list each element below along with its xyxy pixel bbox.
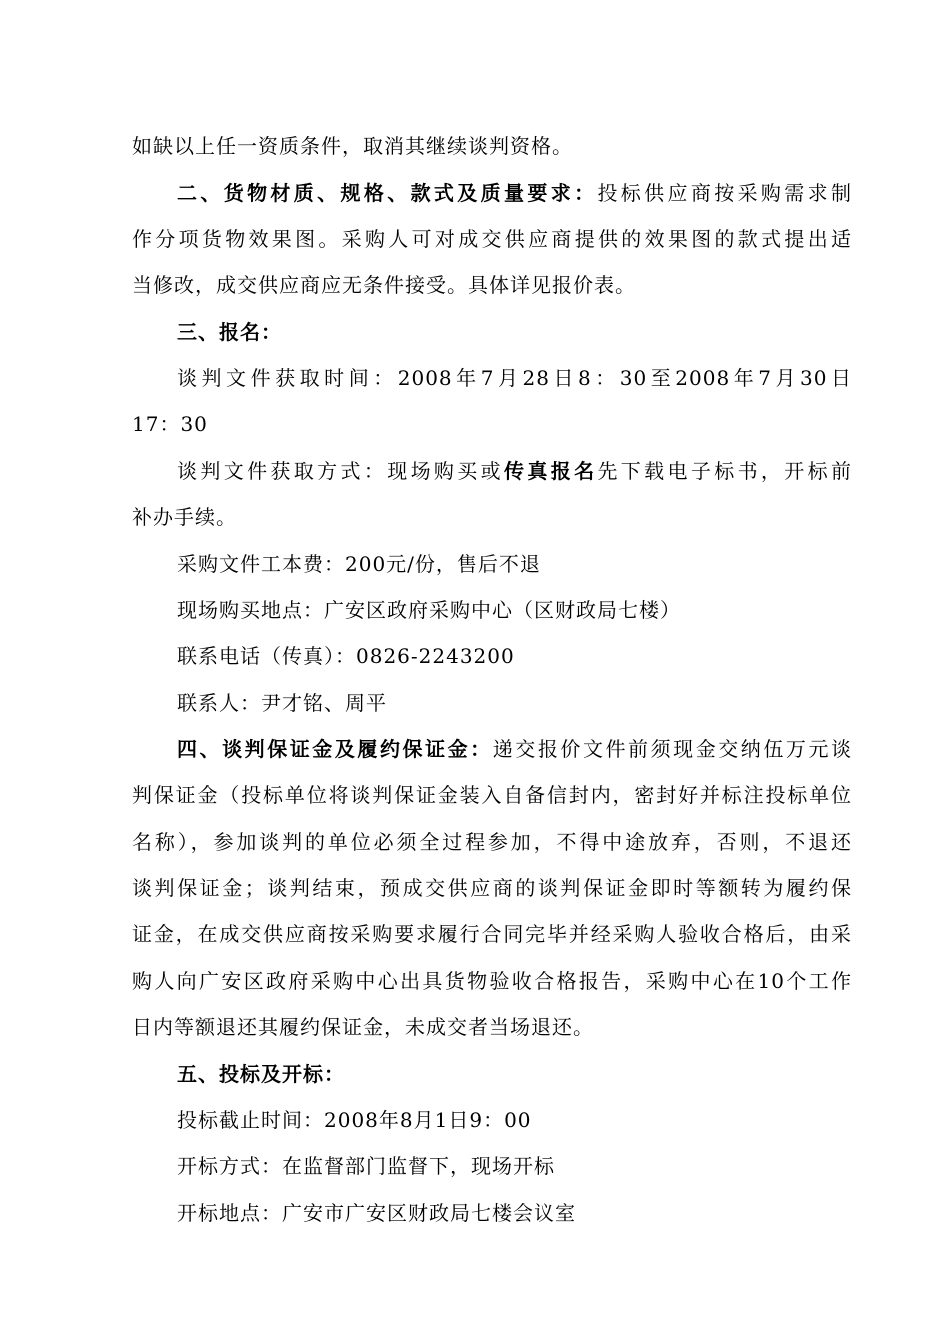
bid-opening-location: 开标地点：广安市广安区财政局七楼会议室: [177, 1201, 576, 1225]
contact-person: 联系人：尹才铭、周平: [177, 691, 387, 715]
document-method-line-1: [177, 456, 852, 486]
section-4-heading: 四、谈判保证金及履约保证金：: [177, 737, 493, 761]
section-3-heading: 三、报名：: [177, 320, 282, 344]
fax-registration-emphasis: 传真报名: [504, 459, 598, 483]
document-method-text-a: 谈判文件获取方式：现场购买或: [177, 459, 504, 483]
paragraph-qualification-end: 如缺以上任一资质条件，取消其继续谈判资格。: [132, 134, 573, 158]
bid-opening-method: 开标方式：在监督部门监督下，现场开标: [177, 1154, 555, 1178]
document-fee: 采购文件工本费：200元/份，售后不退: [177, 552, 541, 576]
section-4-line-6: 购人向广安区政府采购中心出具货物验收合格报告，采购中心在10个工作: [132, 969, 852, 993]
section-4-line-7: 日内等额退还其履约保证金，未成交者当场退还。: [132, 1015, 594, 1039]
document-time-line-2: 17：30: [132, 412, 208, 436]
document-method-text-b: 先下载电子标书，开标前: [597, 459, 853, 483]
section-2-line-1: [177, 178, 852, 208]
bid-deadline: 投标截止时间：2008年8月1日9：00: [177, 1108, 532, 1132]
section-4-line-2: 判保证金（投标单位将谈判保证金装入自备信封内，密封好并标注投标单位: [132, 783, 852, 807]
section-5-heading: 五、投标及开标：: [177, 1062, 345, 1086]
contact-phone: 联系电话（传真）：0826-2243200: [177, 644, 515, 668]
section-2-text: 投标供应商按采购需求制: [597, 181, 853, 205]
section-2-line-2: 作分项货物效果图。采购人可对成交供应商提供的效果图的款式提出适: [132, 227, 852, 251]
section-4-line-3: 名称），参加谈判的单位必须全过程参加，不得中途放弃，否则，不退还: [132, 830, 852, 854]
section-4-line-5: 证金，在成交供应商按采购要求履行合同完毕并经采购人验收合格后，由采: [132, 922, 852, 946]
section-4-text: 递交报价文件前须现金交纳伍万元谈: [492, 737, 853, 761]
purchase-location: 现场购买地点：广安区政府采购中心（区财政局七楼）: [177, 598, 681, 622]
section-2-heading: 二、货物材质、规格、款式及质量要求：: [177, 181, 598, 205]
section-4-line-1: [177, 734, 852, 764]
section-2-line-3: 当修改，成交供应商应无条件接受。具体详见报价表。: [132, 273, 636, 297]
document-time-line-1: 谈判文件获取时间：2008年7月28日8：30至2008年7月30日: [177, 366, 852, 390]
document-method-line-2: 补办手续。: [132, 505, 237, 529]
section-4-line-4: 谈判保证金；谈判结束，预成交供应商的谈判保证金即时等额转为履约保: [132, 876, 852, 900]
